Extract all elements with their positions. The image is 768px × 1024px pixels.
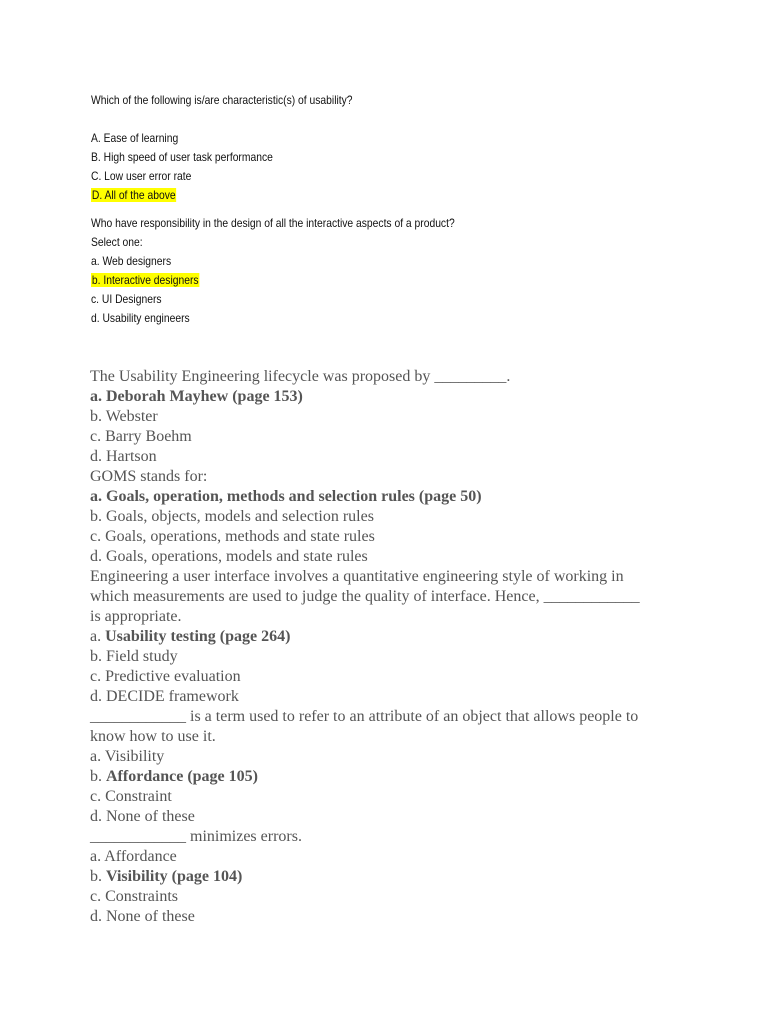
question-6-text-line-1: ____________ is a term used to refer to an attribute of an object that allows people to bbox=[90, 708, 639, 725]
question-2 bbox=[91, 214, 731, 328]
q5-option-d: d. DECIDE framework bbox=[90, 688, 239, 705]
q5-option-a-prefix: a. bbox=[90, 628, 106, 645]
q5-option-b: b. Field study bbox=[90, 648, 178, 665]
q4-option-a-answer: a. Goals, operation, methods and selection rules (page 50) bbox=[90, 488, 482, 505]
question-2-text: Who have responsibility in the design of all the interactive aspects of a product? bbox=[91, 216, 455, 230]
question-1 bbox=[91, 91, 731, 205]
q6-option-a: a. Visibility bbox=[90, 748, 165, 765]
question-6-text-line-2: know how to use it. bbox=[90, 728, 216, 745]
q6-option-b-prefix: b. bbox=[90, 768, 106, 785]
q4-option-b: b. Goals, objects, models and selection rules bbox=[90, 508, 374, 525]
q1-option-a: A. Ease of learning bbox=[91, 131, 179, 145]
q1-option-b: B. High speed of user task performance bbox=[91, 150, 273, 164]
question-5-text-line-3: is appropriate. bbox=[90, 608, 182, 625]
q6-option-d: d. None of these bbox=[90, 808, 195, 825]
q5-option-a bbox=[90, 627, 690, 647]
q4-option-c: c. Goals, operations, methods and state rules bbox=[90, 528, 375, 545]
q2-option-a: a. Web designers bbox=[91, 254, 172, 268]
q5-option-a-answer: Usability testing (page 264) bbox=[105, 628, 291, 645]
q7-option-b-answer: Visibility (page 104) bbox=[106, 868, 243, 885]
q7-option-b bbox=[90, 867, 690, 887]
q5-option-c: c. Predictive evaluation bbox=[90, 668, 241, 685]
question-4-text: GOMS stands for: bbox=[90, 468, 208, 485]
q3-option-d: d. Hartson bbox=[90, 448, 157, 465]
q2-option-d: d. Usability engineers bbox=[91, 311, 190, 325]
spacer bbox=[91, 110, 641, 129]
q2-option-b-highlighted: b. Interactive designers bbox=[91, 273, 199, 287]
q7-option-c: c. Constraints bbox=[90, 888, 178, 905]
question-1-text: Which of the following is/are characteristic(s) of usability? bbox=[91, 93, 353, 107]
question-5-text-line-2: which measurements are used to judge the quality of interface. Hence, ____________ bbox=[90, 588, 640, 605]
q7-option-d: d. None of these bbox=[90, 908, 195, 925]
q7-option-a: a. Affordance bbox=[90, 848, 177, 865]
question-3-text: The Usability Engineering lifecycle was proposed by _________. bbox=[90, 368, 511, 385]
question-5-text-line-1: Engineering a user interface involves a quantitative engineering style of working in bbox=[90, 568, 624, 585]
q1-option-d-highlighted: D. All of the above bbox=[91, 188, 176, 202]
q6-option-b bbox=[90, 767, 690, 787]
q3-option-c: c. Barry Boehm bbox=[90, 428, 192, 445]
q4-option-d: d. Goals, operations, models and state rules bbox=[90, 548, 368, 565]
q1-option-c: C. Low user error rate bbox=[91, 169, 192, 183]
question-7-text: ____________ minimizes errors. bbox=[90, 828, 302, 845]
q7-option-b-prefix: b. bbox=[90, 868, 106, 885]
q6-option-b-answer: Affordance (page 105) bbox=[106, 768, 258, 785]
q6-option-c: c. Constraint bbox=[90, 788, 172, 805]
q3-option-a-answer: a. Deborah Mayhew (page 153) bbox=[90, 388, 303, 405]
q2-select-one: Select one: bbox=[91, 235, 143, 249]
q3-option-b: b. Webster bbox=[90, 408, 158, 425]
q2-option-c: c. UI Designers bbox=[91, 292, 162, 306]
serif-questions bbox=[90, 367, 690, 927]
